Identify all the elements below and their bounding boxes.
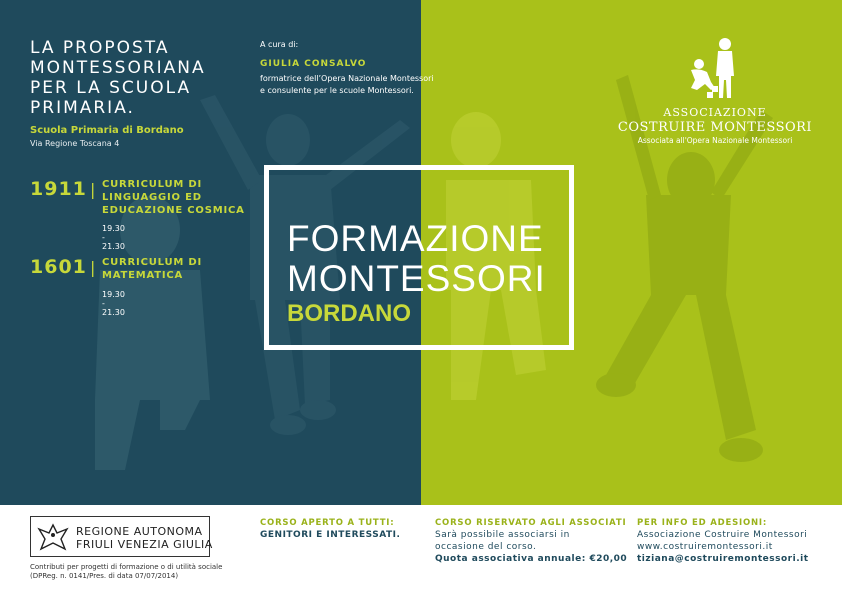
course-time: 19.30 - 21.30 bbox=[102, 224, 125, 251]
main-title-line2: MONTESSORI bbox=[287, 258, 546, 299]
headline bbox=[30, 38, 206, 118]
association-logo bbox=[615, 38, 815, 148]
contact-info bbox=[637, 517, 809, 565]
logo-line2: COSTRUIRE MONTESSORI bbox=[617, 120, 813, 135]
footer bbox=[0, 505, 842, 595]
members-course-info bbox=[435, 517, 627, 565]
contact-organization: Associazione Costruire Montessori bbox=[637, 530, 808, 540]
course-time: 19.30 - 21.30 bbox=[102, 290, 125, 317]
contact-website-link[interactable]: www.costruiremontessori.it bbox=[637, 542, 773, 552]
members-fee: Quota associativa annuale: €20,00 bbox=[435, 554, 628, 564]
course-title-line: CURRICULUM DI bbox=[102, 179, 203, 190]
eagle-emblem-icon bbox=[37, 521, 69, 553]
course-date: 1601 bbox=[30, 256, 87, 278]
course-title-line: MATEMATICA bbox=[102, 270, 184, 281]
logo-line1: ASSOCIAZIONE bbox=[663, 106, 767, 119]
school-address: Via Regione Toscana 4 bbox=[30, 139, 120, 148]
curator-label: A cura di: bbox=[260, 40, 299, 49]
open-course-info bbox=[260, 517, 400, 541]
contribution-line: Contributi per progetti di formazione o di utilità sociale bbox=[30, 563, 223, 571]
members-line: Sarà possibile associarsi in bbox=[435, 530, 570, 540]
region-logo bbox=[30, 516, 213, 557]
curator-desc-line: formatrice dell’Opera Nazionale Montessori bbox=[260, 74, 434, 83]
headline-line: PER LA SCUOLA bbox=[30, 78, 192, 98]
school-name: Scuola Primaria di Bordano bbox=[30, 125, 184, 136]
region-name bbox=[76, 525, 213, 551]
region-name-line: REGIONE AUTONOMA bbox=[76, 525, 203, 538]
region-name-line: FRIULI VENEZIA GIULIA bbox=[76, 538, 213, 551]
main-title-location: BORDANO bbox=[287, 300, 411, 327]
course-title-line: LINGUAGGIO ED bbox=[102, 192, 202, 203]
main-title-line1: FORMAZIONE bbox=[287, 218, 544, 259]
title-frame bbox=[264, 165, 574, 350]
course-separator: | bbox=[90, 258, 96, 277]
members-heading: CORSO RISERVATO AGLI ASSOCIATI bbox=[435, 518, 627, 528]
children-silhouette-icon bbox=[685, 38, 745, 100]
headline-line: PRIMARIA. bbox=[30, 98, 135, 118]
contact-email-link[interactable]: tiziana@costruiremontessori.it bbox=[637, 554, 809, 564]
headline-line: MONTESSORIANA bbox=[30, 58, 206, 78]
curator-description bbox=[260, 73, 434, 97]
headline-line: LA PROPOSTA bbox=[30, 38, 170, 58]
course-title bbox=[102, 178, 245, 217]
course-title bbox=[102, 256, 202, 282]
curator-desc-line: e consulente per le scuole Montessori. bbox=[260, 86, 414, 95]
members-line: occasione del corso. bbox=[435, 542, 537, 552]
contact-heading: PER INFO ED ADESIONI: bbox=[637, 518, 768, 528]
contribution-note bbox=[30, 563, 222, 581]
course-title-line: CURRICULUM DI bbox=[102, 257, 203, 268]
course-separator: | bbox=[90, 180, 96, 199]
course-date: 1911 bbox=[30, 178, 87, 200]
course-title-line: EDUCAZIONE COSMICA bbox=[102, 205, 245, 216]
logo-line3: Associata all'Opera Nazionale Montessori bbox=[637, 136, 793, 145]
curator-name: GIULIA CONSALVO bbox=[260, 59, 367, 69]
open-course-body: GENITORI E INTERESSATI. bbox=[260, 530, 401, 540]
contribution-line: (DPReg. n. 0141/Pres. di data 07/07/2014) bbox=[30, 572, 179, 580]
open-course-heading: CORSO APERTO A TUTTI: bbox=[260, 518, 395, 528]
